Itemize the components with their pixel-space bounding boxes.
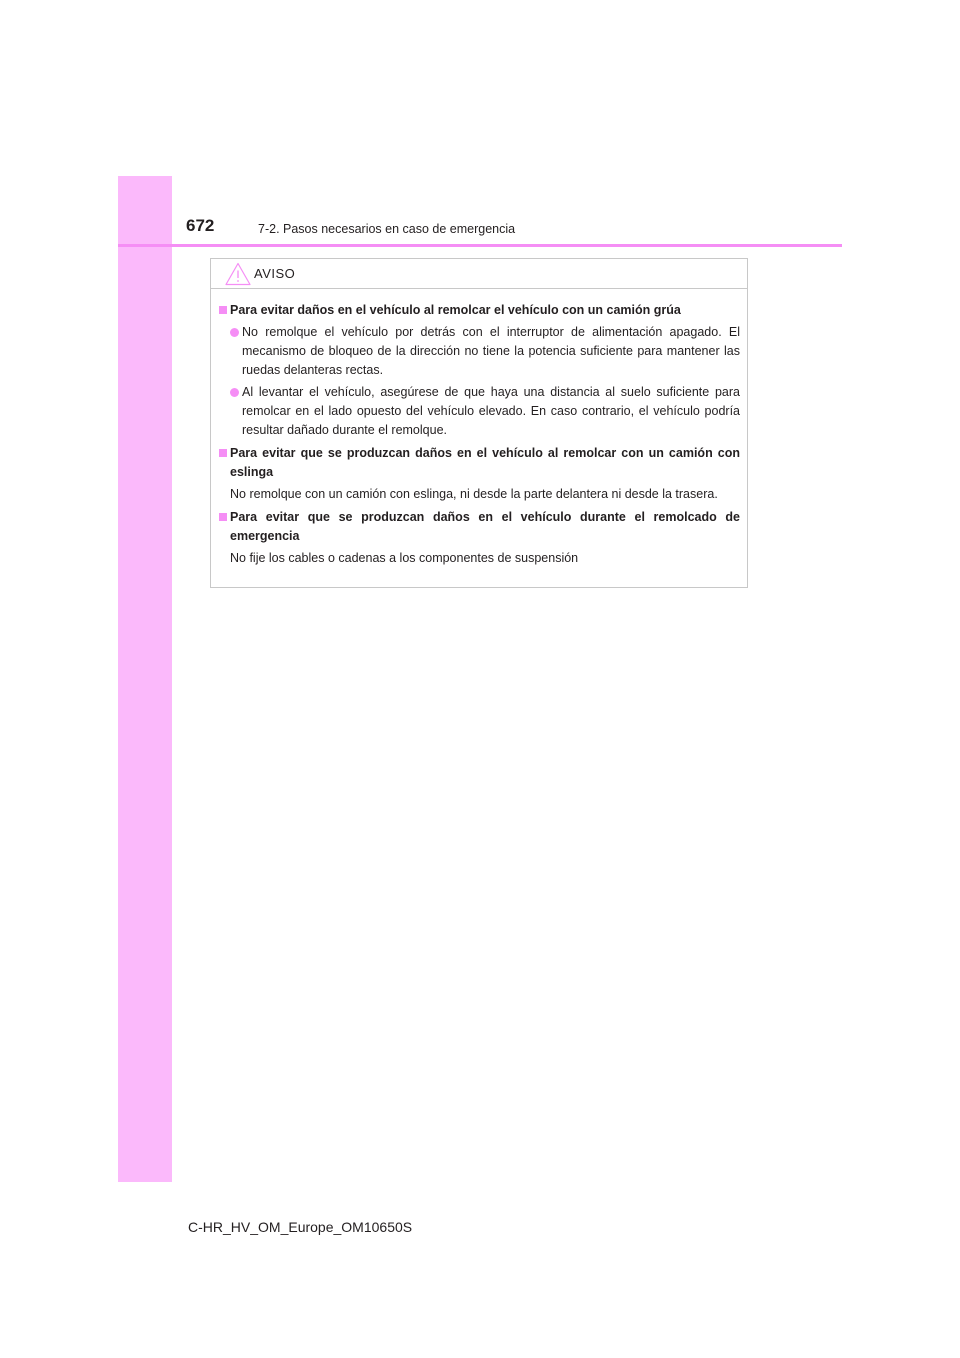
list-item-text: Al levantar el vehículo, asegúrese de que haya una distancia al suelo suficiente para remolcar en el lado opuesto del vehículo elevado. En caso contrario, el vehículo podría resultar dañado durante el remolque.: [242, 385, 740, 437]
warning-label: AVISO: [254, 266, 296, 281]
warning-section-towing-truck: [218, 301, 740, 440]
circle-bullet-icon: [230, 328, 239, 337]
section-text: No fije los cables o cadenas a los componentes de suspensión: [230, 551, 579, 565]
warning-section-emergency-towing: [218, 508, 740, 568]
section-title: 7-2. Pasos necesarios en caso de emergencia: [258, 222, 516, 236]
list-item: [230, 383, 740, 440]
square-bullet-icon: [219, 513, 227, 521]
document-code: C-HR_HV_OM_Europe_OM10650S: [188, 1219, 413, 1235]
circle-bullet-icon: [230, 388, 239, 397]
warning-body: [211, 289, 747, 568]
section-text: No remolque con un camión con eslinga, ni desde la parte delantera ni desde la trasera.: [230, 487, 718, 501]
list-item-text: No remolque el vehículo por detrás con el interruptor de alimentación apagado. El mecanismo de bloqueo de la dirección no tiene la potencia suficiente para mantener las ruedas delanteras rectas.: [242, 325, 740, 377]
warning-box: [210, 258, 748, 588]
warning-triangle-icon: [225, 262, 251, 286]
list-item: [230, 323, 740, 380]
page-number: 672: [186, 216, 215, 235]
square-bullet-icon: [219, 306, 227, 314]
warning-section-sling-truck: [218, 444, 740, 504]
section-heading: Para evitar daños en el vehículo al remolcar el vehículo con un camión grúa: [230, 303, 681, 317]
header-rule: [118, 244, 842, 247]
section-heading: Para evitar que se produzcan daños en el vehículo durante el remolcado de emergencia: [230, 510, 740, 543]
section-heading: Para evitar que se produzcan daños en el vehículo al remolcar con un camión con eslinga: [230, 446, 740, 479]
warning-header: [211, 259, 747, 289]
square-bullet-icon: [219, 449, 227, 457]
side-strip: [118, 176, 172, 1182]
